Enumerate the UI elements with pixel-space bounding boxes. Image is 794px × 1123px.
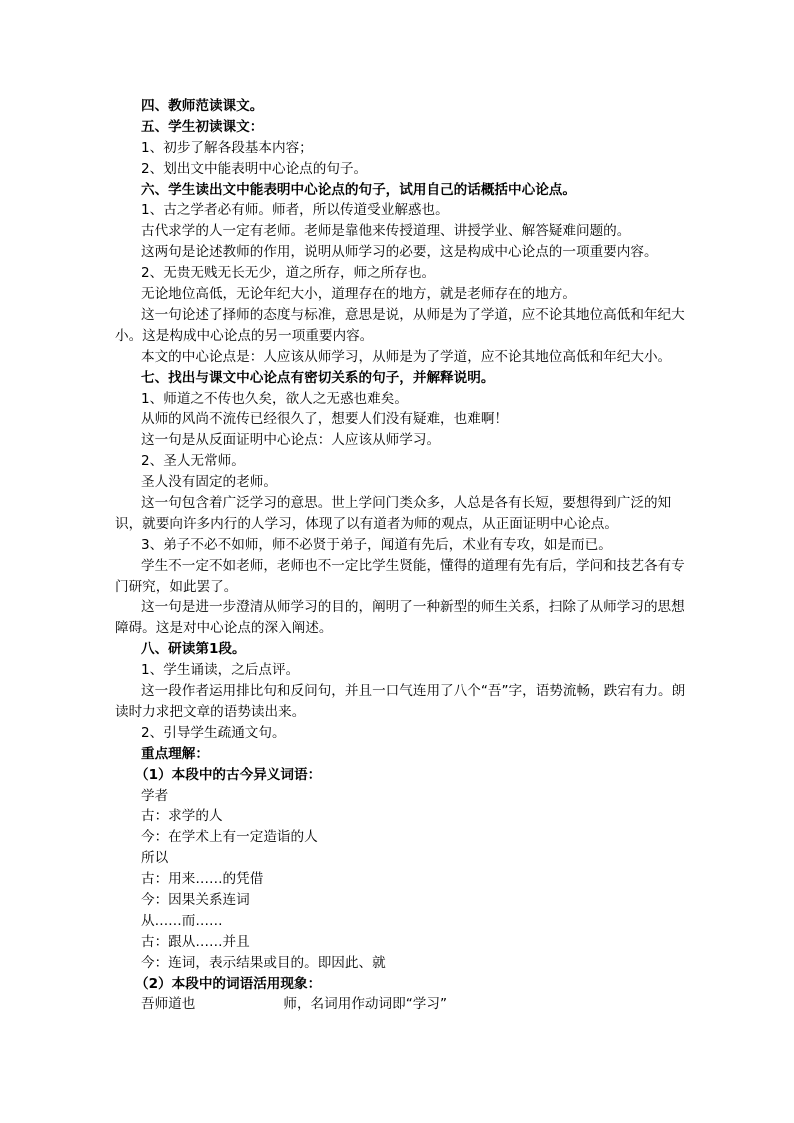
term-modern-meaning: 今：连词，表示结果或目的。即因此、就: [141, 954, 386, 971]
paragraph: 从师的风尚不流传已经很久了，想要人们没有疑难，也难啊！: [141, 411, 509, 428]
paragraph: 这一句论述了择师的态度与标准，意思是说，从师是为了学道，应不论其地位高低和年纪大小。这是构成中心论点的另一项重要内容。: [115, 306, 685, 344]
paragraph: 2、引导学生疏通文句。: [141, 724, 286, 741]
section-heading: 八、研读第1段。: [141, 641, 246, 658]
example-explanation: 师，名词用作动词即“学习”: [283, 996, 447, 1013]
paragraph: 圣人没有固定的老师。: [141, 474, 277, 491]
term-ancient-meaning: 古：跟从……并且: [141, 933, 250, 950]
paragraph: 2、圣人无常师。: [141, 453, 245, 470]
term: 从……而……: [141, 912, 223, 929]
section-heading: 重点理解：: [141, 745, 209, 762]
paragraph: 1、师道之不传也久矣，欲人之无惑也难矣。: [141, 390, 408, 407]
example-phrase: 吾师道也: [141, 996, 196, 1013]
paragraph: 学生不一定不如老师，老师也不一定比学生贤能，懂得的道理有先有后，学问和技艺各有专门研究，如此罢了。: [115, 557, 685, 595]
document-body: [115, 96, 686, 1015]
subsection-heading: （1）本段中的古今异义词语：: [135, 766, 322, 783]
term-ancient-meaning: 古：用来……的凭借: [141, 871, 264, 888]
paragraph: 无论地位高低，无论年纪大小，道理存在的地方，就是老师存在的地方。: [141, 286, 576, 303]
section-heading: 七、找出与课文中心论点有密切关系的句子，并解释说明。: [141, 369, 495, 386]
paragraph: 这一句是从反面证明中心论点：人应该从师学习。: [141, 432, 441, 449]
term: 所以: [141, 850, 169, 867]
section-heading: 六、学生读出文中能表明中心论点的句子，试用自己的话概括中心论点。: [141, 181, 576, 198]
paragraph: 本文的中心论点是：人应该从师学习，从师是为了学道，应不论其地位高低和年纪大小。: [141, 348, 672, 365]
subsection-heading: （2）本段中的词语活用现象：: [135, 975, 322, 992]
section-heading: 五、学生初读课文：: [141, 118, 264, 135]
term-ancient-meaning: 古：求学的人: [141, 808, 223, 825]
term-modern-meaning: 今：因果关系连词: [141, 892, 250, 908]
paragraph: 这一段作者运用排比句和反问句，并且一口气连用了八个“吾”字，语势流畅，跌宕有力。朗读时力求把文章的语势读出来。: [115, 683, 686, 720]
example-row: [141, 994, 686, 1015]
term: 学者: [141, 787, 169, 804]
paragraph: 1、学生诵读，之后点评。: [141, 662, 300, 679]
paragraph: 3、弟子不必不如师，师不必贤于弟子，闻道有先后，术业有专攻，如是而已。: [141, 536, 612, 553]
paragraph: 古代求学的人一定有老师。老师是靠他来传授道理、讲授学业、解答疑难问题的。: [141, 223, 631, 240]
section-heading: 四、教师范读课文。: [141, 98, 264, 114]
paragraph: 1、古之学者必有师。师者，所以传道受业解惑也。: [141, 202, 449, 219]
paragraph: 2、无贵无贱无长无少，道之所存，师之所存也。: [141, 265, 436, 282]
paragraph: 这两句是论述教师的作用，说明从师学习的必要，这是构成中心论点的一项重要内容。: [141, 244, 658, 261]
term-modern-meaning: 今：在学术上有一定造诣的人: [141, 829, 318, 846]
paragraph: 1、初步了解各段基本内容；: [141, 139, 313, 156]
paragraph: 这一句是进一步澄清从师学习的目的，阐明了一种新型的师生关系，扫除了从师学习的思想障碍。这是对中心论点的深入阐述。: [115, 599, 685, 637]
paragraph: 2、划出文中能表明中心论点的句子。: [141, 160, 368, 177]
paragraph: 这一句包含着广泛学习的意思。世上学问门类众多，人总是各有长短，要想得到广泛的知识，就要向许多内行的人学习，体现了以有道者为师的观点，从正面证明中心论点。: [115, 494, 672, 532]
